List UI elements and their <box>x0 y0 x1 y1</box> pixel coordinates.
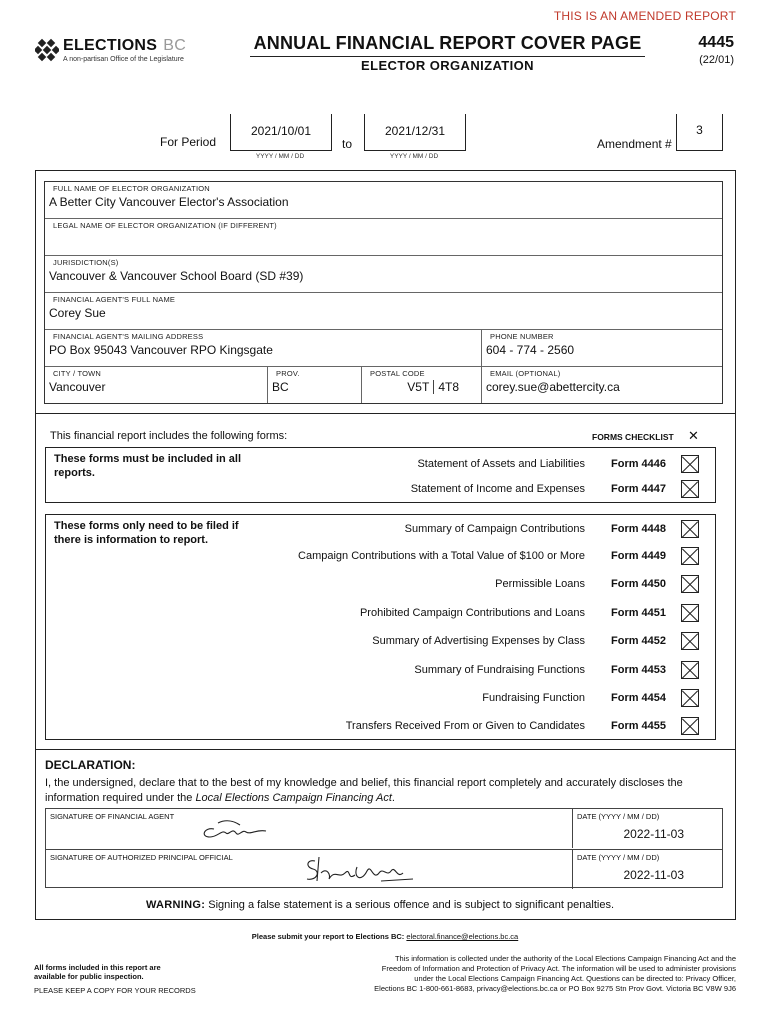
checklist-row <box>155 660 699 680</box>
checklist-intro: This financial report includes the following forms: <box>50 430 288 442</box>
legal-name-label: LEGAL NAME OF ELECTOR ORGANIZATION (IF DIFFERENT) <box>53 221 277 230</box>
postal-code-label: POSTAL CODE <box>370 369 425 378</box>
act-name: Local Elections Campaign Financing Act <box>195 792 392 804</box>
checklist-row <box>155 716 699 736</box>
declaration-title: DECLARATION: <box>45 758 136 772</box>
checklist-row <box>155 603 699 623</box>
date-label: DATE (YYYY / MM / DD) <box>577 853 660 862</box>
form-description: Statement of Assets and Liabilities <box>417 458 585 470</box>
phone-value: 604 - 774 - 2560 <box>486 343 575 357</box>
financial-agent-date-field[interactable] <box>572 809 724 848</box>
principal-official-signature-label: SIGNATURE OF AUTHORIZED PRINCIPAL OFFICIAL <box>50 853 233 862</box>
checklist-row <box>155 519 699 539</box>
form-4446-checkbox[interactable] <box>681 455 699 473</box>
form-4451-checkbox[interactable] <box>681 604 699 622</box>
form-description: Summary of Fundraising Functions <box>414 664 585 676</box>
city-field[interactable] <box>45 367 267 403</box>
financial-agent-signature-label: SIGNATURE OF FINANCIAL AGENT <box>50 812 175 821</box>
page-title: ANNUAL FINANCIAL REPORT COVER PAGE <box>250 33 645 57</box>
form-4447-checkbox[interactable] <box>681 480 699 498</box>
postal-code-part1: V5T <box>407 380 434 394</box>
optional-forms-group <box>45 514 716 740</box>
form-description: Fundraising Function <box>482 692 585 704</box>
optional-forms-note: These forms only need to be filed if there is information to report. <box>54 520 239 546</box>
elections-bc-logo <box>35 38 215 70</box>
signature-table <box>45 808 723 888</box>
principal-official-date-field[interactable] <box>572 850 724 889</box>
form-4448-checkbox[interactable] <box>681 520 699 538</box>
form-description: Campaign Contributions with a Total Value of $100 or More <box>298 550 585 562</box>
amended-report-notice: THIS IS AN AMENDED REPORT <box>553 9 736 23</box>
financial-agent-signature[interactable] <box>196 815 276 845</box>
form-number-label: Form 4449 <box>611 550 667 562</box>
form-4455-checkbox[interactable] <box>681 717 699 735</box>
elections-bc-logo-icon <box>35 38 59 62</box>
period-end-format: YYYY / MM / DD <box>389 153 439 160</box>
principal-official-date-value: 2022-11-03 <box>623 868 684 882</box>
submit-email-link[interactable]: electoral.finance@elections.bc.ca <box>406 932 519 941</box>
full-name-label: FULL NAME OF ELECTOR ORGANIZATION <box>53 184 210 193</box>
amendment-label: Amendment # <box>597 137 672 151</box>
form-4453-checkbox[interactable] <box>681 661 699 679</box>
period-label: For Period <box>160 135 217 149</box>
email-field[interactable] <box>481 367 722 403</box>
period-end-field[interactable]: 2021/12/31 <box>364 114 466 151</box>
date-label: DATE (YYYY / MM / DD) <box>577 812 660 821</box>
full-name-field[interactable] <box>45 182 722 218</box>
section-divider <box>36 749 735 750</box>
form-description: Permissible Loans <box>495 578 585 590</box>
checklist-row <box>155 631 699 651</box>
checklist-x-icon: ✕ <box>688 428 699 443</box>
public-inspection-note: All forms included in this report are available for public inspection. PLEASE KEEP A COPY FOR YOUR RECORDS <box>34 963 196 995</box>
form-number-label: Form 4446 <box>611 458 667 470</box>
period-to-label: to <box>342 137 353 151</box>
period-start-format: YYYY / MM / DD <box>255 153 305 160</box>
form-4452-checkbox[interactable] <box>681 632 699 650</box>
warning-label: WARNING: <box>145 899 206 911</box>
full-name-value: A Better City Vancouver Elector's Association <box>49 195 289 209</box>
form-version: (22/01) <box>699 54 734 66</box>
required-forms-group <box>45 447 716 503</box>
form-description: Transfers Received From or Given to Candidates <box>345 720 585 732</box>
financial-agent-date-value: 2022-11-03 <box>623 827 684 841</box>
forms-checklist-title: FORMS CHECKLIST <box>592 432 674 442</box>
form-description: Statement of Income and Expenses <box>410 483 585 495</box>
checklist-row <box>155 454 699 474</box>
keep-copy-note: PLEASE KEEP A COPY FOR YOUR RECORDS <box>34 986 196 995</box>
principal-official-signature-row <box>46 849 722 889</box>
financial-agent-signature-row <box>46 809 722 848</box>
form-number-label: Form 4450 <box>611 578 667 590</box>
city-label: CITY / TOWN <box>53 369 102 378</box>
agent-name-label: FINANCIAL AGENT'S FULL NAME <box>53 295 176 304</box>
form-number-label: Form 4451 <box>611 607 667 619</box>
form-number-label: Form 4453 <box>611 664 667 676</box>
submit-instructions: Please submit your report to Elections BC: electoral.finance@elections.bc.ca <box>251 932 519 941</box>
postal-code-part2: 4T8 <box>438 380 459 394</box>
form-description: Summary of Advertising Expenses by Class <box>372 635 585 647</box>
period-start-field[interactable]: 2021/10/01 <box>230 114 332 151</box>
logo-tagline: A non-partisan Office of the Legislature <box>63 56 184 63</box>
form-4450-checkbox[interactable] <box>681 575 699 593</box>
mailing-address-label: FINANCIAL AGENT'S MAILING ADDRESS <box>53 332 204 341</box>
mailing-address-value: PO Box 95043 Vancouver RPO Kingsgate <box>49 343 273 357</box>
province-label: PROV. <box>276 369 300 378</box>
agent-name-value: Corey Sue <box>49 306 106 320</box>
mailing-address-field[interactable] <box>45 330 481 366</box>
form-number: 4445 <box>698 34 734 51</box>
declaration-text: I, the undersigned, declare that to the best of my knowledge and belief, this financial report completely and accurately discloses the information required under the Local Elections Campaign Financing Act. <box>45 777 683 804</box>
form-4454-checkbox[interactable] <box>681 689 699 707</box>
phone-label: PHONE NUMBER <box>490 332 554 341</box>
logo-wordmark: ELECTIONS BC <box>63 37 187 54</box>
form-number-label: Form 4454 <box>611 692 667 704</box>
checklist-row <box>155 479 699 499</box>
jurisdiction-field[interactable] <box>45 256 722 292</box>
form-number-label: Form 4452 <box>611 635 667 647</box>
legal-name-field[interactable] <box>45 219 722 255</box>
form-description: Prohibited Campaign Contributions and Loans <box>359 607 585 619</box>
amendment-number-field[interactable]: 3 <box>676 114 723 151</box>
postal-code-field[interactable] <box>361 367 481 403</box>
city-value: Vancouver <box>49 380 106 394</box>
jurisdiction-label: JURISDICTION(S) <box>53 258 119 267</box>
checklist-row <box>155 574 699 594</box>
required-forms-note: These forms must be included in all reports. <box>54 453 242 479</box>
agent-name-field[interactable] <box>45 293 722 329</box>
checklist-row <box>155 688 699 708</box>
email-label: EMAIL (OPTIONAL) <box>490 369 561 378</box>
form-number-label: Form 4455 <box>611 720 667 732</box>
province-field[interactable] <box>267 367 361 403</box>
form-description: Summary of Campaign Contributions <box>404 523 585 535</box>
principal-official-signature[interactable] <box>301 853 421 887</box>
form-number-label: Form 4447 <box>611 483 667 495</box>
section-divider <box>36 413 735 414</box>
checklist-row <box>155 546 699 566</box>
privacy-notice: This information is collected under the authority of the Local Elections Campaign Financing Act and the Freedom of Information and Protection of Privacy Act. The information will be used to administer provisions under the Local Elections Campaign Financing Act. Questions can be directed to: Privacy Officer, Elections BC 1-800-661-8683, privacy@elections.bc.ca or PO Box 9275 Stn Prov Govt. Victoria BC V8W 9J6 <box>374 954 736 993</box>
province-value: BC <box>272 380 289 394</box>
organization-info-table <box>44 181 723 404</box>
email-value: corey.sue@abettercity.ca <box>486 380 620 394</box>
warning-statement: WARNING: Signing a false statement is a serious offence and is subject to significant penalties. <box>145 899 615 911</box>
form-4449-checkbox[interactable] <box>681 547 699 565</box>
phone-field[interactable] <box>481 330 722 366</box>
jurisdiction-value: Vancouver & Vancouver School Board (SD #39) <box>49 269 304 283</box>
page-subtitle: ELECTOR ORGANIZATION <box>361 58 534 73</box>
form-number-label: Form 4448 <box>611 523 667 535</box>
